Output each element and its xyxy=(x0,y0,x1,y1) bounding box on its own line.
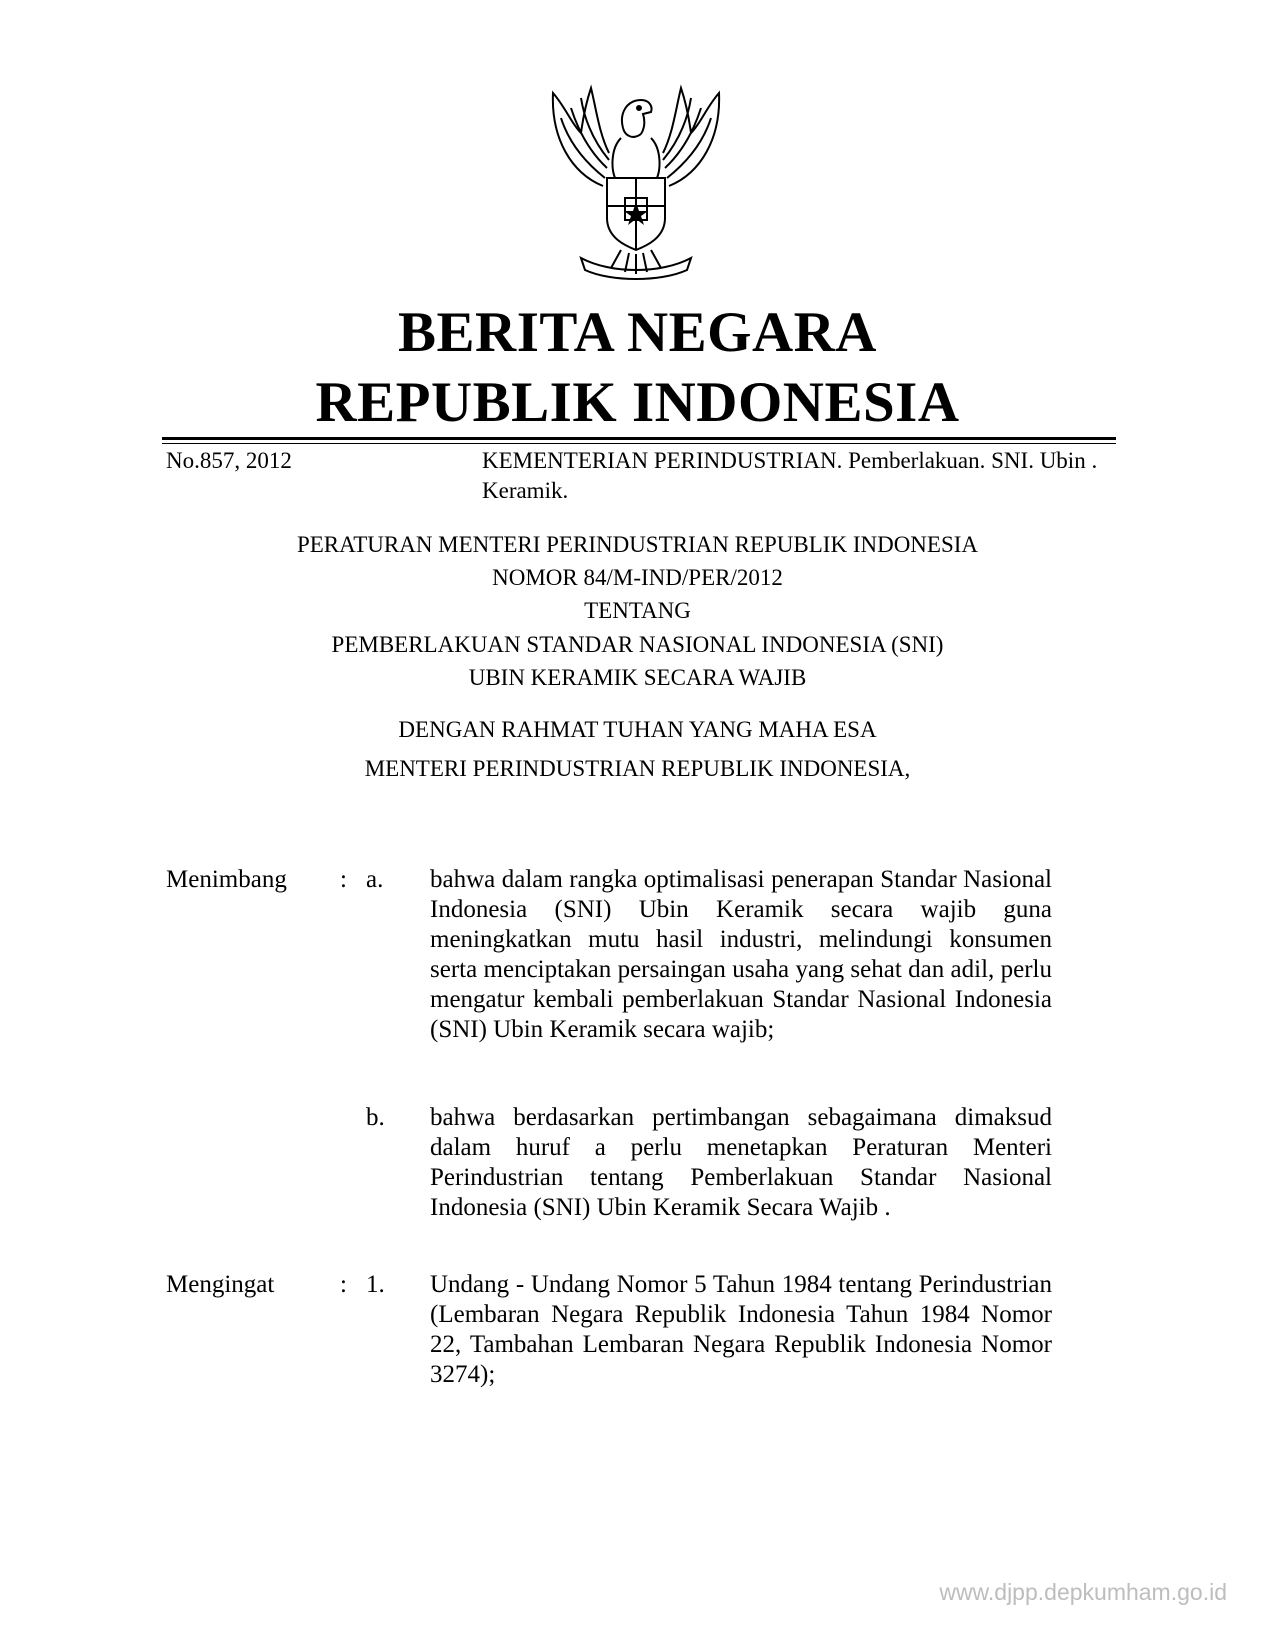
menimbang-colon: : xyxy=(340,866,347,893)
minister-heading: MENTERI PERINDUSTRIAN REPUBLIK INDONESIA, xyxy=(364,756,911,781)
regulation-number: NOMOR 84/M-IND/PER/2012 xyxy=(492,565,783,590)
menimbang-label: Menimbang xyxy=(166,866,287,893)
regulation-subject-line2: UBIN KERAMIK SECARA WAJIB xyxy=(468,665,807,690)
gazette-title-line2: REPUBLIK INDONESIA xyxy=(315,371,960,434)
source-watermark: www.djpp.depkumham.go.id xyxy=(939,1579,1227,1605)
regulation-title: PERATURAN MENTERI PERINDUSTRIAN REPUBLIK INDONESIA xyxy=(296,532,979,557)
mengingat-colon: : xyxy=(340,1271,347,1298)
mengingat-label: Mengingat xyxy=(166,1271,275,1298)
menimbang-item-b-marker: b. xyxy=(366,1104,385,1131)
masthead-divider-thin xyxy=(162,443,1116,444)
regulation-about-label: TENTANG xyxy=(584,598,691,623)
menimbang-item-a-text: bahwa dalam rangka optimalisasi penerapan Standar Nasional Indonesia (SNI) Ubin Keramik secara wajib guna meningkatkan mutu hasil industri, melindungi konsumen serta menciptakan persaingan usaha yang sehat dan adil, perlu mengatur kembali pemberlakuan Standar Nasional Indonesia (SNI) Ubin Keramik secara wajib; xyxy=(430,866,1052,1043)
regulation-subject-line1: PEMBERLAKUAN STANDAR NASIONAL INDONESIA (SNI) xyxy=(331,632,944,657)
mengingat-item-1-text: Undang - Undang Nomor 5 Tahun 1984 tentang Perindustrian (Lembaran Negara Republik Indonesia Tahun 1984 Nomor 22, Tambahan Lembaran Negara Republik Indonesia Nomor 3274); xyxy=(430,1271,1052,1388)
invocation-line: DENGAN RAHMAT TUHAN YANG MAHA ESA xyxy=(398,717,877,742)
menimbang-item-a-marker: a. xyxy=(366,866,384,893)
gazette-title-line1: BERITA NEGARA xyxy=(398,301,877,364)
garuda-pancasila-emblem-icon xyxy=(541,78,731,283)
mengingat-item-1-marker: 1. xyxy=(366,1271,385,1298)
masthead-divider-thick xyxy=(162,437,1116,440)
menimbang-item-b-text: bahwa berdasarkan pertimbangan sebagaimana dimaksud dalam huruf a perlu menetapkan Peraturan Menteri Perindustrian tentang Pemberlakuan Standar Nasional Indonesia (SNI) Ubin Keramik Secara Wajib . xyxy=(430,1104,1052,1221)
gazette-topic: KEMENTERIAN PERINDUSTRIAN. Pemberlakuan. SNI. Ubin . Keramik. xyxy=(482,448,1098,503)
gazette-number: No.857, 2012 xyxy=(166,448,292,473)
